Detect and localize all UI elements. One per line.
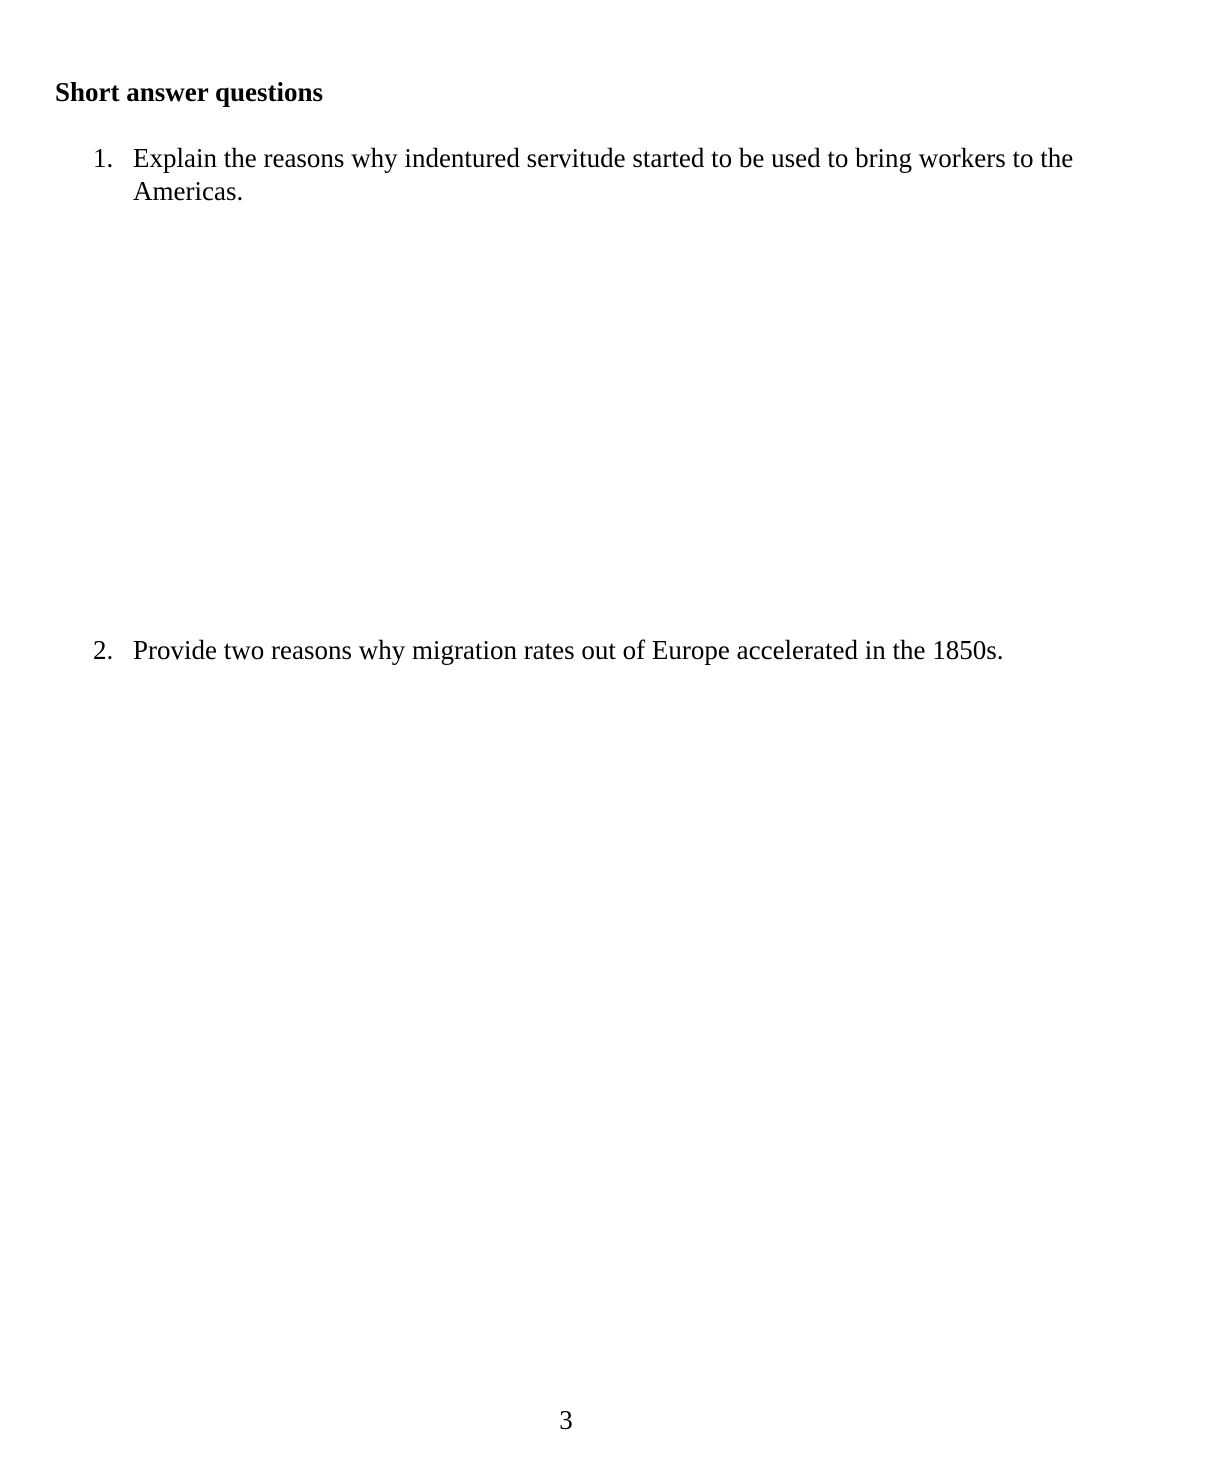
section-title: Short answer questions [55,77,324,107]
page-number: 3 [559,1405,573,1435]
question-1-number: 1. [93,143,114,173]
question-1-text: Explain the reasons why indentured servitude started to be used to bring workers to the Americas. [133,143,1074,206]
question-2-text: Provide two reasons why migration rates out of Europe accelerated in the 1850s. [133,635,1004,665]
question-2-number: 2. [93,635,114,665]
